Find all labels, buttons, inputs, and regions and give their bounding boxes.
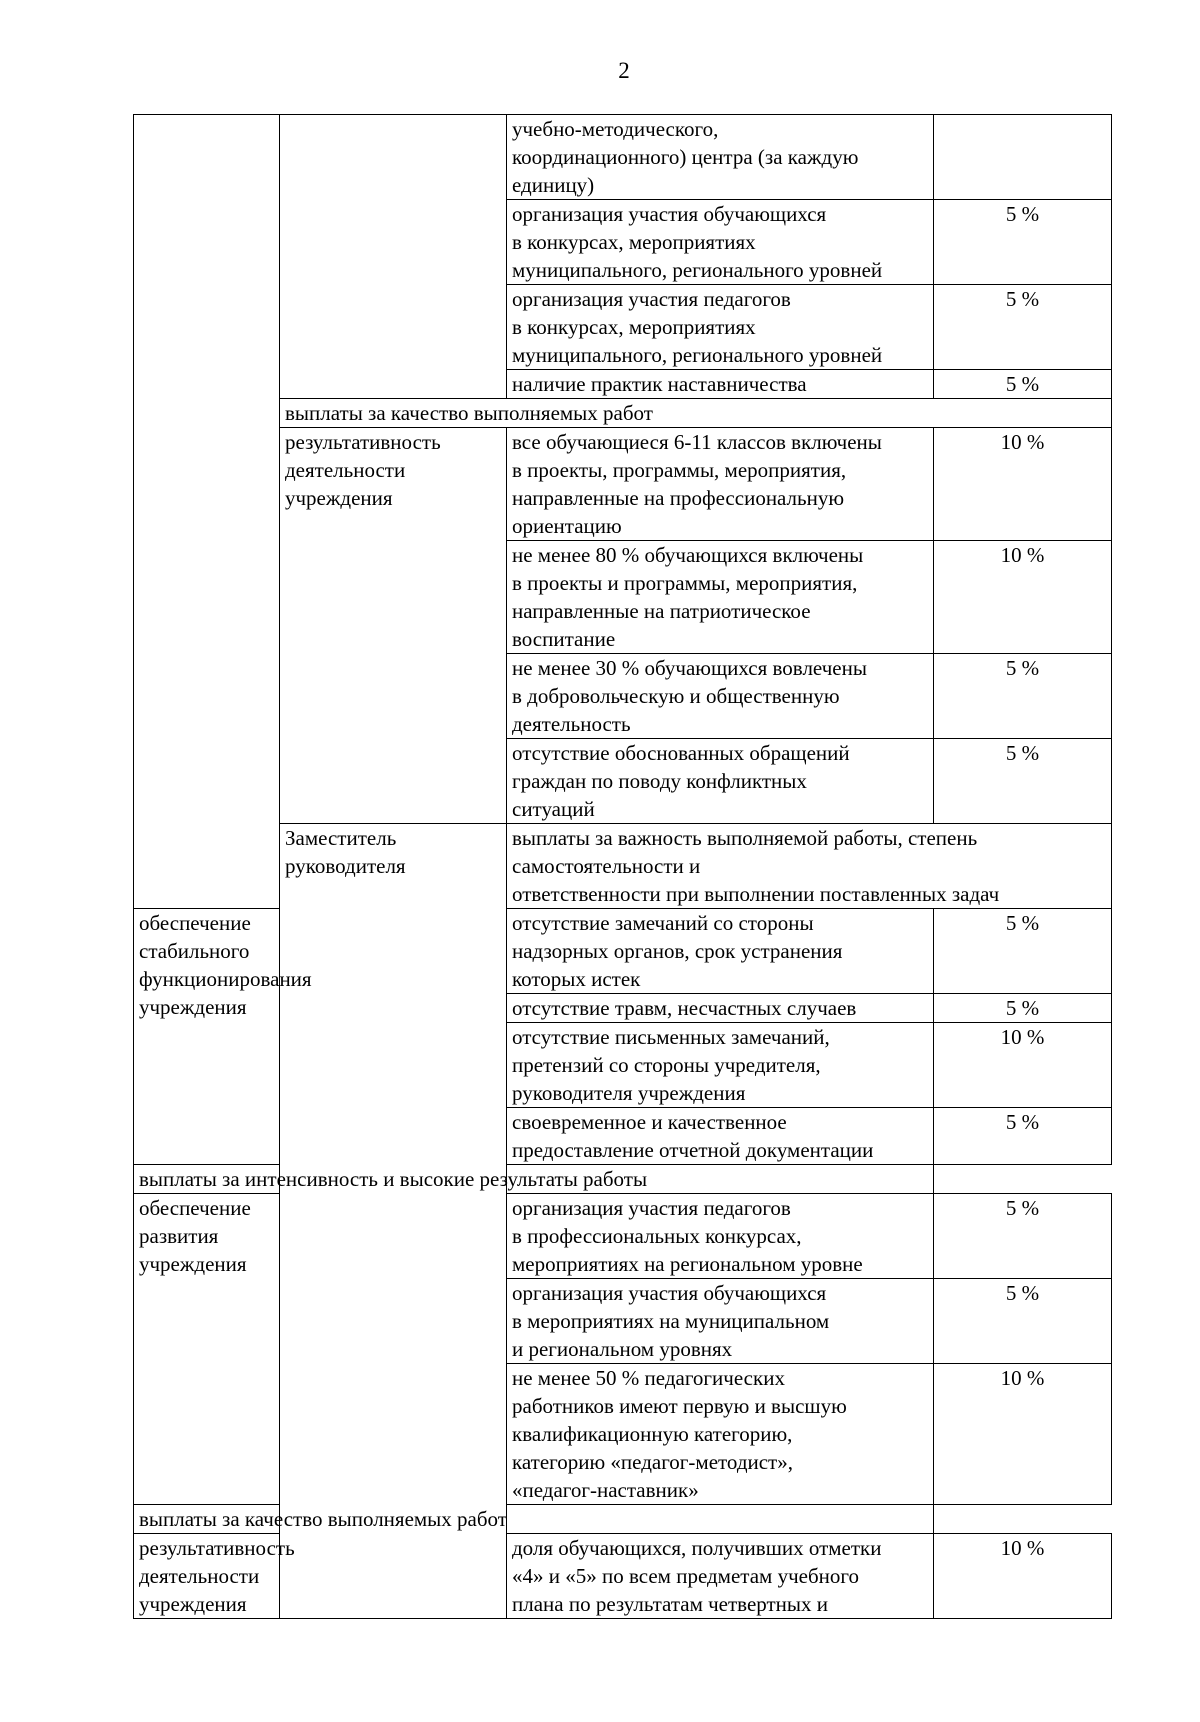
table-row (134, 115, 1112, 200)
percent-cell: 5 % (934, 1194, 1112, 1279)
section-heading: выплаты за интенсивность и высокие результаты работы (134, 1165, 934, 1194)
percent-cell: 5 % (934, 1279, 1112, 1364)
percent-cell: 5 % (934, 370, 1112, 399)
indicator-cell-empty (280, 115, 507, 399)
percent-cell: 10 % (934, 1023, 1112, 1108)
percent-cell (934, 115, 1112, 200)
criterion-cell: все обучающиеся 6-11 классов включены в проекты, программы, мероприятия, направленные на профессиональную ориентацию (507, 428, 934, 541)
percent-cell: 5 % (934, 909, 1112, 994)
percent-cell: 5 % (934, 739, 1112, 824)
percent-cell: 5 % (934, 994, 1112, 1023)
criterion-cell: отсутствие обоснованных обращений граждан по поводу конфликтных ситуаций (507, 739, 934, 824)
percent-cell: 5 % (934, 285, 1112, 370)
criterion-cell: доля обучающихся, получивших отметки «4» и «5» по всем предметам учебного плана по результатам четвертных и (507, 1534, 934, 1619)
percent-cell: 10 % (934, 428, 1112, 541)
section-heading: выплаты за важность выполняемой работы, степень самостоятельности и ответственности при выполнении поставленных задач (507, 824, 1112, 909)
indicator-cell: результативность деятельности учреждения (134, 1534, 280, 1619)
position-cell: Заместитель руководителя (280, 824, 507, 1619)
indicator-cell: обеспечение развития учреждения (134, 1194, 280, 1505)
percent-cell: 5 % (934, 1108, 1112, 1165)
section-heading: выплаты за качество выполняемых работ (134, 1505, 934, 1534)
section-heading: выплаты за качество выполняемых работ (280, 399, 1112, 428)
criterion-cell: своевременное и качественное предоставление отчетной документации (507, 1108, 934, 1165)
page-number: 2 (618, 58, 630, 83)
table-row (134, 428, 1112, 541)
indicator-cell: обеспечение стабильного функционирования учреждения (134, 909, 280, 1165)
criterion-cell: организация участия обучающихся в мероприятиях на муниципальном и региональном уровнях (507, 1279, 934, 1364)
criterion-cell: организация участия педагогов в конкурсах, мероприятиях муниципального, регионального уровней (507, 285, 934, 370)
criterion-cell: отсутствие замечаний со стороны надзорных органов, срок устранения которых истек (507, 909, 934, 994)
criterion-cell: наличие практик наставничества (507, 370, 934, 399)
payments-criteria-table (133, 114, 1112, 1619)
percent-cell: 5 % (934, 200, 1112, 285)
criterion-cell: организация участия обучающихся в конкурсах, мероприятиях муниципального, регионального уровней (507, 200, 934, 285)
criterion-cell: не менее 80 % обучающихся включены в проекты и программы, мероприятия, направленные на патриотическое воспитание (507, 541, 934, 654)
section-row (134, 1165, 1112, 1194)
criterion-cell: организация участия педагогов в профессиональных конкурсах, мероприятиях на региональном уровне (507, 1194, 934, 1279)
section-row (134, 824, 1112, 909)
criterion-cell: отсутствие травм, несчастных случаев (507, 994, 934, 1023)
percent-cell: 5 % (934, 654, 1112, 739)
criterion-cell: учебно-методического, координационного) центра (за каждую единицу) (507, 115, 934, 200)
percent-cell: 10 % (934, 1534, 1112, 1619)
section-row (134, 399, 1112, 428)
criterion-cell: не менее 30 % обучающихся вовлечены в добровольческую и общественную деятельность (507, 654, 934, 739)
indicator-cell: результативность деятельности учреждения (280, 428, 507, 824)
criterion-cell: не менее 50 % педагогических работников имеют первую и высшую квалификационную категорию, категорию «педагог-методист», «педагог-наставник» (507, 1364, 934, 1505)
percent-cell: 10 % (934, 541, 1112, 654)
percent-cell: 10 % (934, 1364, 1112, 1505)
criterion-cell: отсутствие письменных замечаний, претензий со стороны учредителя, руководителя учреждения (507, 1023, 934, 1108)
position-cell-empty (134, 115, 280, 909)
section-row (134, 1505, 1112, 1534)
